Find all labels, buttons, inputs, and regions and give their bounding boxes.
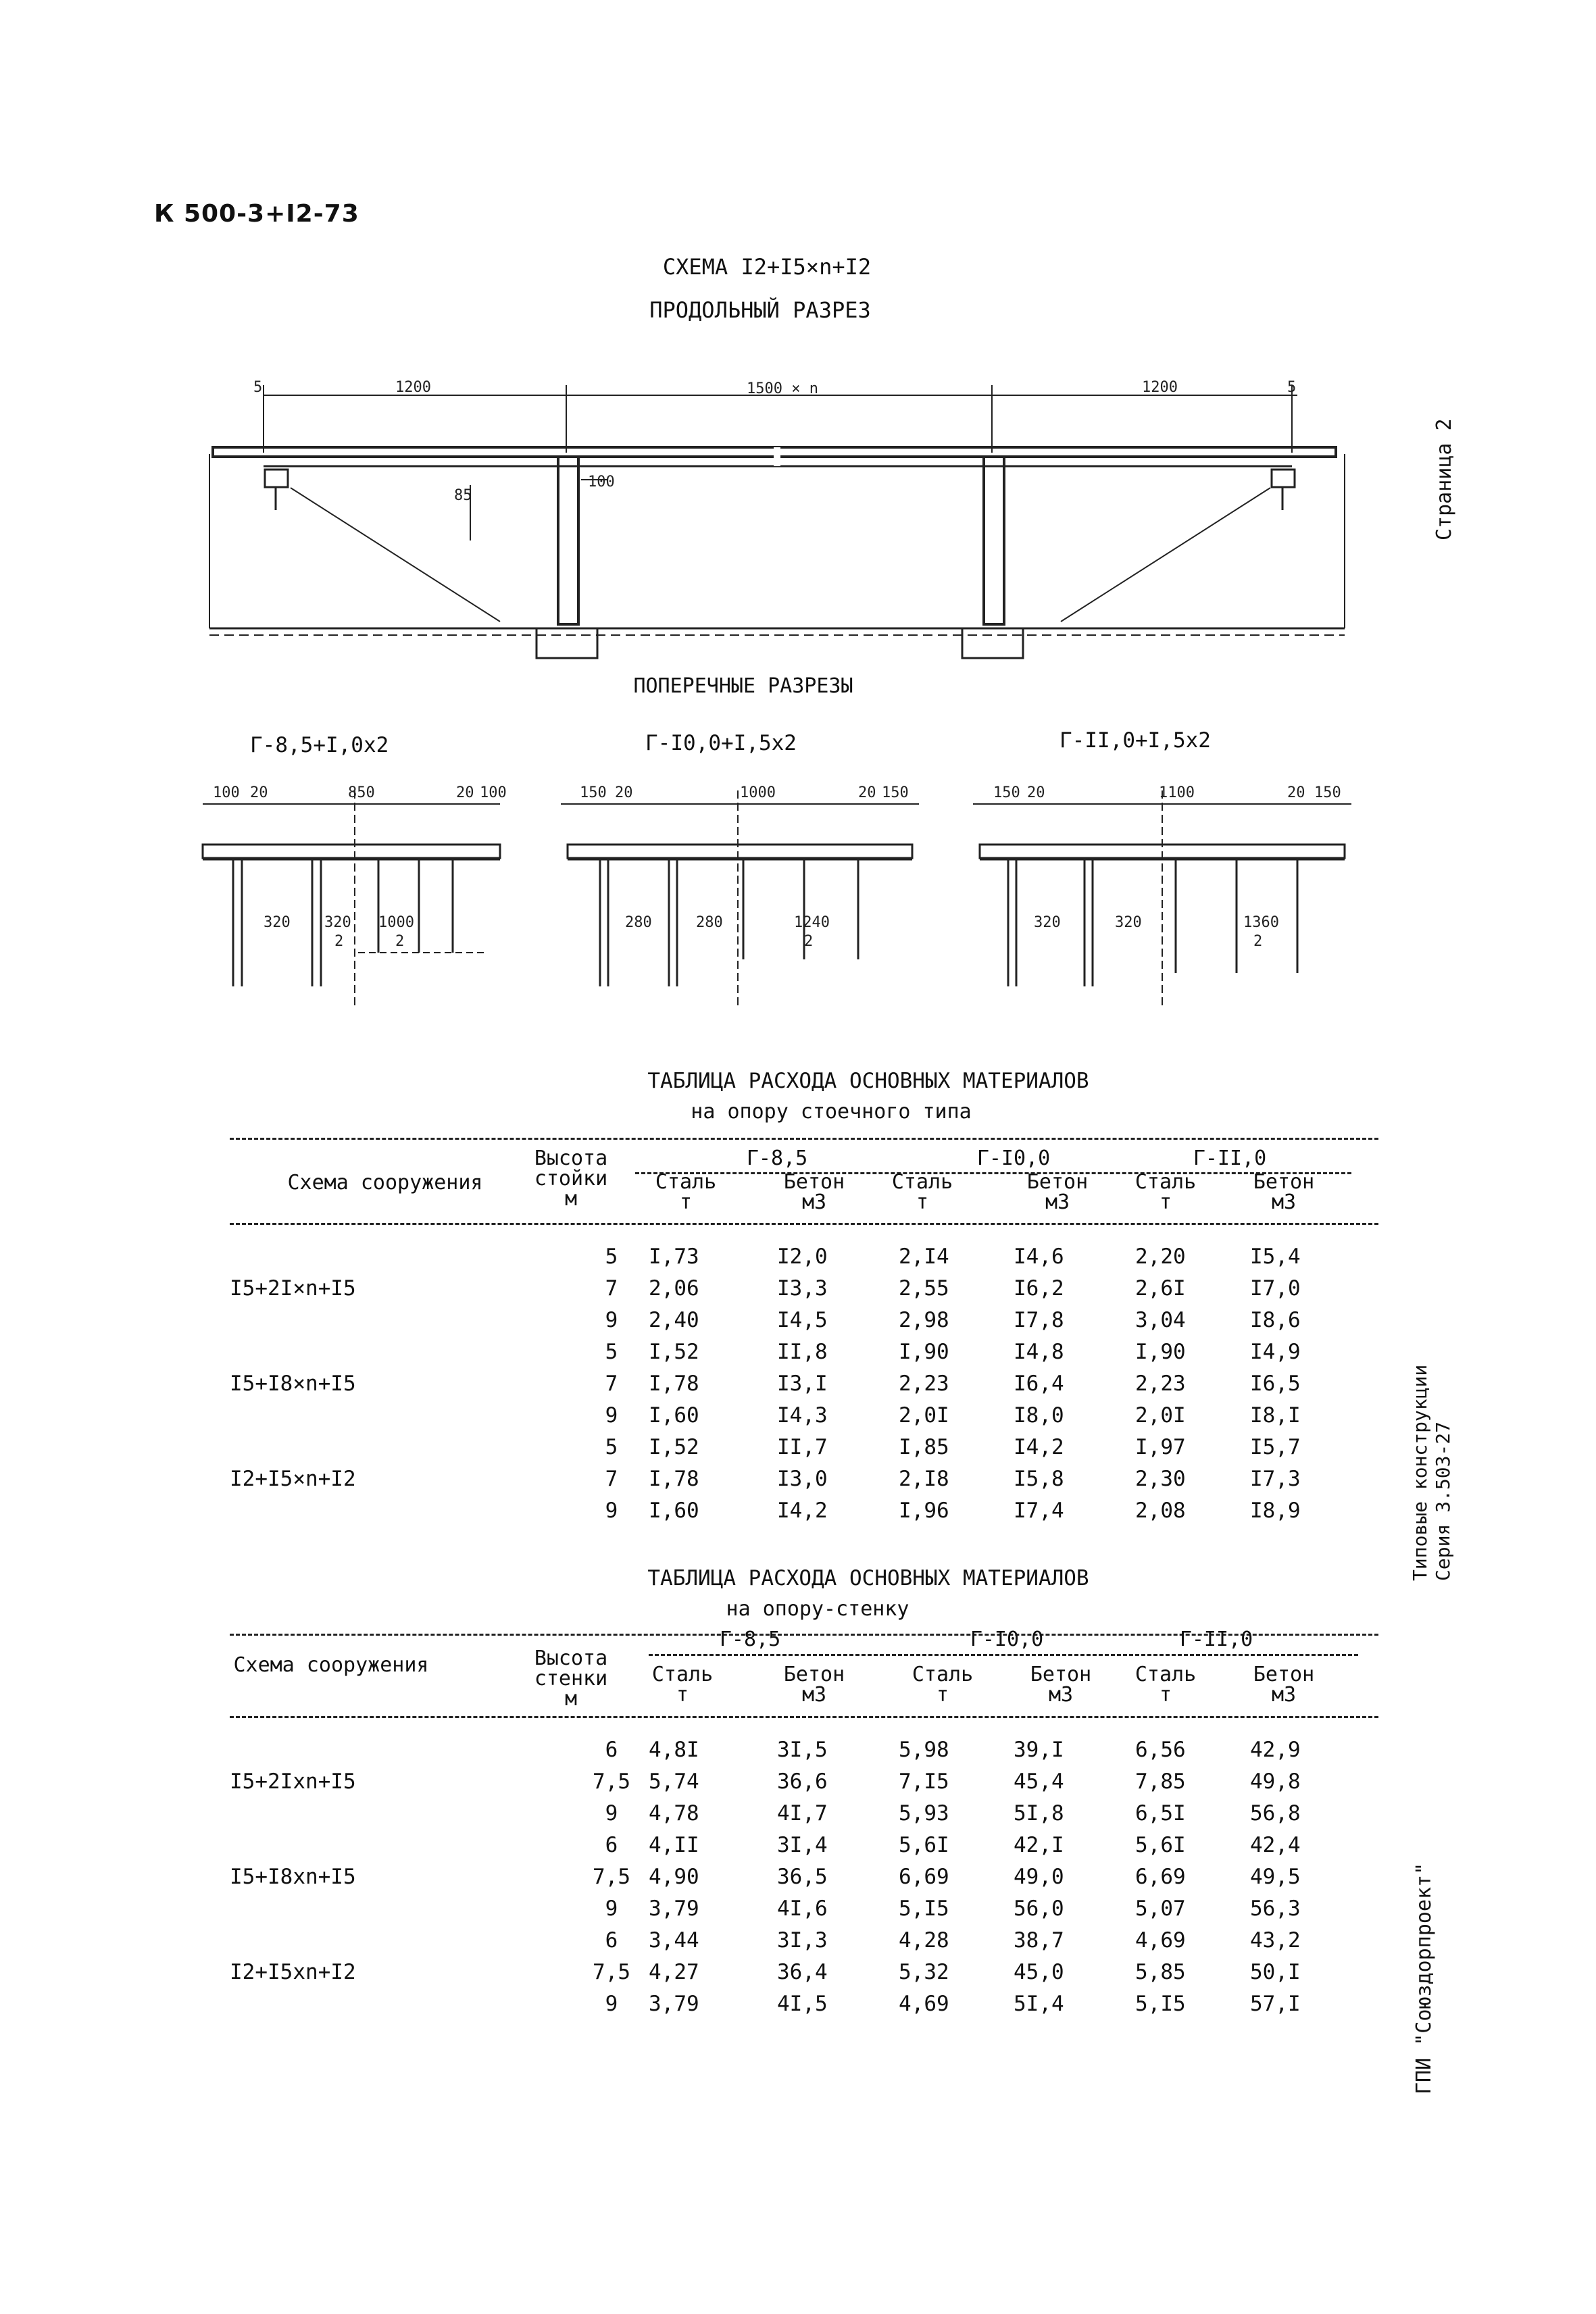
value-cell: I4,6 <box>1014 1244 1064 1269</box>
table-row <box>230 1988 1378 2019</box>
long-dim-1: 1200 <box>395 379 431 396</box>
table2-col-scheme: Схема сооружения <box>233 1653 429 1677</box>
value-cell: 3,79 <box>649 1896 699 1921</box>
value-cell: I3,0 <box>777 1466 828 1491</box>
cs1-dim-top-4: 100 <box>480 784 507 801</box>
height-cell: 7,5 <box>593 1959 630 1984</box>
value-cell: 2,40 <box>649 1307 699 1332</box>
cs3-dim-top-1: 20 <box>1027 784 1045 801</box>
long-label-100: 100 <box>588 474 615 491</box>
value-cell: 5,I5 <box>1135 1991 1186 2016</box>
table-row <box>230 1892 1378 1924</box>
value-cell: I,96 <box>899 1498 949 1523</box>
value-cell: 4I,5 <box>777 1991 828 2016</box>
height-cell: 7,5 <box>593 1769 630 1794</box>
value-cell: I4,5 <box>777 1307 828 1332</box>
table2-steel-3: Сталь т <box>1134 1663 1197 1707</box>
table-row <box>230 1861 1378 1892</box>
height-cell: 5 <box>605 1339 618 1364</box>
side-organization: ГПИ "Союздорпроект" <box>1412 1862 1436 2094</box>
cs1-dim-top-0: 100 <box>213 784 240 801</box>
value-cell: I,73 <box>649 1244 699 1269</box>
value-cell: I7,4 <box>1014 1498 1064 1523</box>
value-cell: 5I,4 <box>1014 1991 1064 2016</box>
scheme-cell <box>230 1304 574 1336</box>
value-cell: I6,5 <box>1250 1371 1301 1396</box>
value-cell: 56,8 <box>1250 1801 1301 1826</box>
cs1-dim-top-1: 20 <box>250 784 268 801</box>
value-cell: 39,I <box>1014 1737 1064 1762</box>
value-cell: 50,I <box>1250 1959 1301 1984</box>
height-cell: 9 <box>605 1498 618 1523</box>
table-row <box>230 1924 1378 1956</box>
value-cell: 3I,5 <box>777 1737 828 1762</box>
scheme-cell <box>230 1924 574 1956</box>
longitudinal-title: ПРОДОЛЬНЫЙ РАЗРЕЗ <box>649 297 871 323</box>
value-cell: 36,5 <box>777 1864 828 1889</box>
value-cell: 7,I5 <box>899 1769 949 1794</box>
cs3-dim-bottom-0: 320 <box>1034 914 1061 931</box>
cs2-dim-bottom-2: 1240 <box>794 914 830 931</box>
value-cell: 5,6I <box>899 1832 949 1857</box>
value-cell: I7,0 <box>1250 1276 1301 1301</box>
scheme-cell <box>230 1734 574 1765</box>
table2-subtitle: на опору-стенку <box>726 1597 909 1621</box>
value-cell: I3,3 <box>777 1276 828 1301</box>
table-row <box>230 1734 1378 1765</box>
table-row <box>230 1272 1378 1304</box>
value-cell: 5I,8 <box>1014 1801 1064 1826</box>
height-cell: 7 <box>605 1276 618 1301</box>
value-cell: 4,78 <box>649 1801 699 1826</box>
table2-title: ТАБЛИЦА РАСХОДА ОСНОВНЫХ МАТЕРИАЛОВ <box>647 1566 1089 1590</box>
value-cell: I6,4 <box>1014 1371 1064 1396</box>
value-cell: 45,4 <box>1014 1769 1064 1794</box>
value-cell: 4I,7 <box>777 1801 828 1826</box>
value-cell: 2,30 <box>1135 1466 1186 1491</box>
table1-steel-2: Сталь т <box>891 1170 953 1214</box>
cross-section-1-label: Г-8,5+I,0x2 <box>250 733 389 757</box>
long-label-85: 85 <box>454 487 472 504</box>
value-cell: I8,I <box>1250 1403 1301 1428</box>
document-code: К 500-3+I2-73 <box>154 200 359 228</box>
cs1-dim-bottom-4: 2 <box>395 933 405 950</box>
table2-concrete-1: Бетон м3 <box>783 1663 845 1707</box>
value-cell: I,78 <box>649 1371 699 1396</box>
value-cell: I,60 <box>649 1403 699 1428</box>
table-row <box>230 1797 1378 1829</box>
value-cell: I,52 <box>649 1339 699 1364</box>
table1-group-g85: Г-8,5 <box>746 1147 808 1170</box>
cross-section-3-label: Г-II,0+I,5x2 <box>1059 728 1211 753</box>
height-cell: 5 <box>605 1434 618 1459</box>
value-cell: 2,23 <box>1135 1371 1186 1396</box>
cs2-dim-top-2: 1000 <box>740 784 776 801</box>
value-cell: 2,I8 <box>899 1466 949 1491</box>
value-cell: 4,27 <box>649 1959 699 1984</box>
table2-group-g85: Г-8,5 <box>719 1628 781 1651</box>
table2-group-g100: Г-I0,0 <box>970 1628 1044 1651</box>
value-cell: I,85 <box>899 1434 949 1459</box>
value-cell: 4,8I <box>649 1737 699 1762</box>
table1-concrete-2: Бетон м3 <box>1026 1170 1089 1214</box>
value-cell: II,7 <box>777 1434 828 1459</box>
value-cell: 36,4 <box>777 1959 828 1984</box>
value-cell: 49,5 <box>1250 1864 1301 1889</box>
table2-steel-2: Сталь т <box>912 1663 974 1707</box>
height-cell: 6 <box>605 1737 618 1762</box>
cs2-dim-bottom-3: 2 <box>804 933 814 950</box>
value-cell: 56,0 <box>1014 1896 1064 1921</box>
value-cell: I5,7 <box>1250 1434 1301 1459</box>
table1-steel-3: Сталь т <box>1134 1170 1197 1214</box>
value-cell: 5,85 <box>1135 1959 1186 1984</box>
cs1-dim-bottom-2: 1000 <box>378 914 414 931</box>
value-cell: 49,0 <box>1014 1864 1064 1889</box>
value-cell: 3,44 <box>649 1928 699 1953</box>
value-cell: 2,I4 <box>899 1244 949 1269</box>
value-cell: I,60 <box>649 1498 699 1523</box>
value-cell: 2,08 <box>1135 1498 1186 1523</box>
scheme-cell: I5+2Ixn+I5 <box>230 1769 356 1794</box>
cs2-dim-top-1: 20 <box>615 784 633 801</box>
value-cell: 5,6I <box>1135 1832 1186 1857</box>
cs1-dim-bottom-1: 320 <box>324 914 351 931</box>
scheme-cell <box>230 1240 574 1272</box>
value-cell: I8,6 <box>1250 1307 1301 1332</box>
value-cell: 5,I5 <box>899 1896 949 1921</box>
value-cell: I7,3 <box>1250 1466 1301 1491</box>
value-cell: 6,69 <box>899 1864 949 1889</box>
table-row <box>230 1829 1378 1861</box>
value-cell: I4,9 <box>1250 1339 1301 1364</box>
value-cell: I,97 <box>1135 1434 1186 1459</box>
height-cell: 7,5 <box>593 1864 630 1889</box>
scheme-cell <box>230 1797 574 1829</box>
table1 <box>230 1240 1378 1526</box>
table1-steel-1: Сталь т <box>655 1170 717 1214</box>
scheme-title: СХЕМА I2+I5×n+I2 <box>662 254 872 280</box>
value-cell: I4,2 <box>777 1498 828 1523</box>
side-series: Типовые конструкции Серия 3.503-27 <box>1409 1364 1454 1581</box>
table-row <box>230 1304 1378 1336</box>
value-cell: 5,07 <box>1135 1896 1186 1921</box>
value-cell: 2,6I <box>1135 1276 1186 1301</box>
table2-steel-1: Сталь т <box>651 1663 714 1707</box>
value-cell: 2,98 <box>899 1307 949 1332</box>
value-cell: I5,4 <box>1250 1244 1301 1269</box>
long-dim-2: 1500 × n <box>747 380 818 397</box>
value-cell: 6,69 <box>1135 1864 1186 1889</box>
table1-col-scheme: Схема сооружения <box>287 1171 483 1194</box>
value-cell: 42,4 <box>1250 1832 1301 1857</box>
value-cell: 42,9 <box>1250 1737 1301 1762</box>
cs1-dim-top-2: 850 <box>348 784 375 801</box>
table2-group-rule <box>649 1654 1358 1656</box>
value-cell: 57,I <box>1250 1991 1301 2016</box>
value-cell: 6,5I <box>1135 1801 1186 1826</box>
table-row <box>230 1956 1378 1988</box>
height-cell: 9 <box>605 1801 618 1826</box>
cs2-dim-top-4: 150 <box>882 784 909 801</box>
cross-section-2-label: Г-I0,0+I,5x2 <box>645 731 797 755</box>
value-cell: 3,04 <box>1135 1307 1186 1332</box>
value-cell: 4,69 <box>1135 1928 1186 1953</box>
cs2-dim-top-0: 150 <box>580 784 607 801</box>
cs3-dim-bottom-3: 2 <box>1253 933 1263 950</box>
value-cell: 36,6 <box>777 1769 828 1794</box>
height-cell: 9 <box>605 1991 618 2016</box>
value-cell: 4,90 <box>649 1864 699 1889</box>
height-cell: 7 <box>605 1466 618 1491</box>
table1-subtitle: на опору стоечного типа <box>691 1100 972 1124</box>
scheme-cell: I2+I5×n+I2 <box>230 1466 356 1491</box>
cs3-dim-top-4: 150 <box>1314 784 1341 801</box>
table-row <box>230 1494 1378 1526</box>
value-cell: I,52 <box>649 1434 699 1459</box>
height-cell: 7 <box>605 1371 618 1396</box>
long-dim-0: 5 <box>253 379 263 396</box>
table1-group-rule <box>635 1172 1351 1174</box>
cs3-dim-top-0: 150 <box>993 784 1020 801</box>
value-cell: I6,2 <box>1014 1276 1064 1301</box>
table1-group-g100: Г-I0,0 <box>976 1147 1051 1170</box>
value-cell: 2,55 <box>899 1276 949 1301</box>
table2-group-g110: Г-II,0 <box>1179 1628 1253 1651</box>
value-cell: 2,23 <box>899 1371 949 1396</box>
value-cell: 4I,6 <box>777 1896 828 1921</box>
value-cell: I,90 <box>1135 1339 1186 1364</box>
cross-sections-title: ПОПЕРЕЧНЫЕ РАЗРЕЗЫ <box>633 674 853 698</box>
value-cell: 3I,4 <box>777 1832 828 1857</box>
scheme-cell: I5+2I×n+I5 <box>230 1276 356 1301</box>
height-cell: 9 <box>605 1307 618 1332</box>
value-cell: 43,2 <box>1250 1928 1301 1953</box>
value-cell: I8,0 <box>1014 1403 1064 1428</box>
value-cell: 4,69 <box>899 1991 949 2016</box>
table1-col-height <box>527 1149 615 1209</box>
table-row <box>230 1240 1378 1272</box>
value-cell: I7,8 <box>1014 1307 1064 1332</box>
value-cell: 4,28 <box>899 1928 949 1953</box>
height-cell: 5 <box>605 1244 618 1269</box>
cs1-dim-bottom-0: 320 <box>264 914 291 931</box>
table-row <box>230 1463 1378 1494</box>
value-cell: 2,0I <box>1135 1403 1186 1428</box>
cs2-dim-bottom-0: 280 <box>625 914 652 931</box>
cs3-dim-bottom-1: 320 <box>1115 914 1142 931</box>
value-cell: I4,2 <box>1014 1434 1064 1459</box>
value-cell: I4,3 <box>777 1403 828 1428</box>
cs3-dim-top-2: 1100 <box>1159 784 1195 801</box>
value-cell: I8,9 <box>1250 1498 1301 1523</box>
table1-title: ТАБЛИЦА РАСХОДА ОСНОВНЫХ МАТЕРИАЛОВ <box>647 1069 1089 1093</box>
scheme-cell: I5+I8×n+I5 <box>230 1371 356 1396</box>
cs3-dim-bottom-2: 1360 <box>1243 914 1279 931</box>
value-cell: 5,32 <box>899 1959 949 1984</box>
value-cell: 45,0 <box>1014 1959 1064 1984</box>
value-cell: 2,20 <box>1135 1244 1186 1269</box>
value-cell: 49,8 <box>1250 1769 1301 1794</box>
scheme-cell <box>230 1892 574 1924</box>
value-cell: I,78 <box>649 1466 699 1491</box>
table1-concrete-1: Бетон м3 <box>783 1170 845 1214</box>
value-cell: II,8 <box>777 1339 828 1364</box>
table2-col-height: Высота стенки м <box>534 1646 608 1711</box>
table-row <box>230 1399 1378 1431</box>
cs1-dim-top-3: 20 <box>456 784 474 801</box>
value-cell: 6,56 <box>1135 1737 1186 1762</box>
table1-concrete-3: Бетон м3 <box>1253 1170 1315 1214</box>
value-cell: 5,74 <box>649 1769 699 1794</box>
table1-top-rule <box>230 1138 1378 1140</box>
table1-group-g110: Г-II,0 <box>1193 1147 1267 1170</box>
table1-col-height-3: м <box>564 1187 578 1211</box>
value-cell: 2,06 <box>649 1276 699 1301</box>
table2-concrete-2: Бетон м3 <box>1030 1663 1092 1707</box>
value-cell: I5,8 <box>1014 1466 1064 1491</box>
scheme-cell: I2+I5xn+I2 <box>230 1959 356 1984</box>
cs2-dim-bottom-1: 280 <box>696 914 723 931</box>
value-cell: 5,98 <box>899 1737 949 1762</box>
value-cell: 7,85 <box>1135 1769 1186 1794</box>
side-page-number: Страница 2 <box>1432 418 1456 540</box>
table2-concrete-3: Бетон м3 <box>1253 1663 1315 1707</box>
table-row <box>230 1765 1378 1797</box>
table-row <box>230 1367 1378 1399</box>
height-cell: 9 <box>605 1896 618 1921</box>
scheme-cell <box>230 1431 574 1463</box>
value-cell: I,90 <box>899 1339 949 1364</box>
value-cell: 56,3 <box>1250 1896 1301 1921</box>
value-cell: 38,7 <box>1014 1928 1064 1953</box>
table1-col-height-2: стойки <box>534 1167 608 1190</box>
value-cell: 42,I <box>1014 1832 1064 1857</box>
value-cell: I2,0 <box>777 1244 828 1269</box>
scheme-cell <box>230 1829 574 1861</box>
value-cell: 3,79 <box>649 1991 699 2016</box>
table2 <box>230 1734 1378 2019</box>
table1-col-height-1: Высота <box>534 1147 608 1170</box>
long-dim-3: 1200 <box>1142 379 1178 396</box>
height-cell: 9 <box>605 1403 618 1428</box>
scheme-cell <box>230 1988 574 2019</box>
value-cell: 4,II <box>649 1832 699 1857</box>
value-cell: 5,93 <box>899 1801 949 1826</box>
scheme-cell <box>230 1336 574 1367</box>
cs1-dim-bottom-3: 2 <box>334 933 344 950</box>
value-cell: 3I,3 <box>777 1928 828 1953</box>
table1-header-rule <box>230 1223 1378 1225</box>
height-cell: 6 <box>605 1832 618 1857</box>
height-cell: 6 <box>605 1928 618 1953</box>
table-row <box>230 1336 1378 1367</box>
value-cell: I4,8 <box>1014 1339 1064 1364</box>
long-dim-4: 5 <box>1287 379 1297 396</box>
value-cell: I3,I <box>777 1371 828 1396</box>
scheme-cell: I5+I8xn+I5 <box>230 1864 356 1889</box>
table-row <box>230 1431 1378 1463</box>
value-cell: 2,0I <box>899 1403 949 1428</box>
cs3-dim-top-3: 20 <box>1287 784 1305 801</box>
scheme-cell <box>230 1399 574 1431</box>
cs2-dim-top-3: 20 <box>858 784 876 801</box>
table2-header-rule <box>230 1716 1378 1718</box>
scheme-cell <box>230 1494 574 1526</box>
